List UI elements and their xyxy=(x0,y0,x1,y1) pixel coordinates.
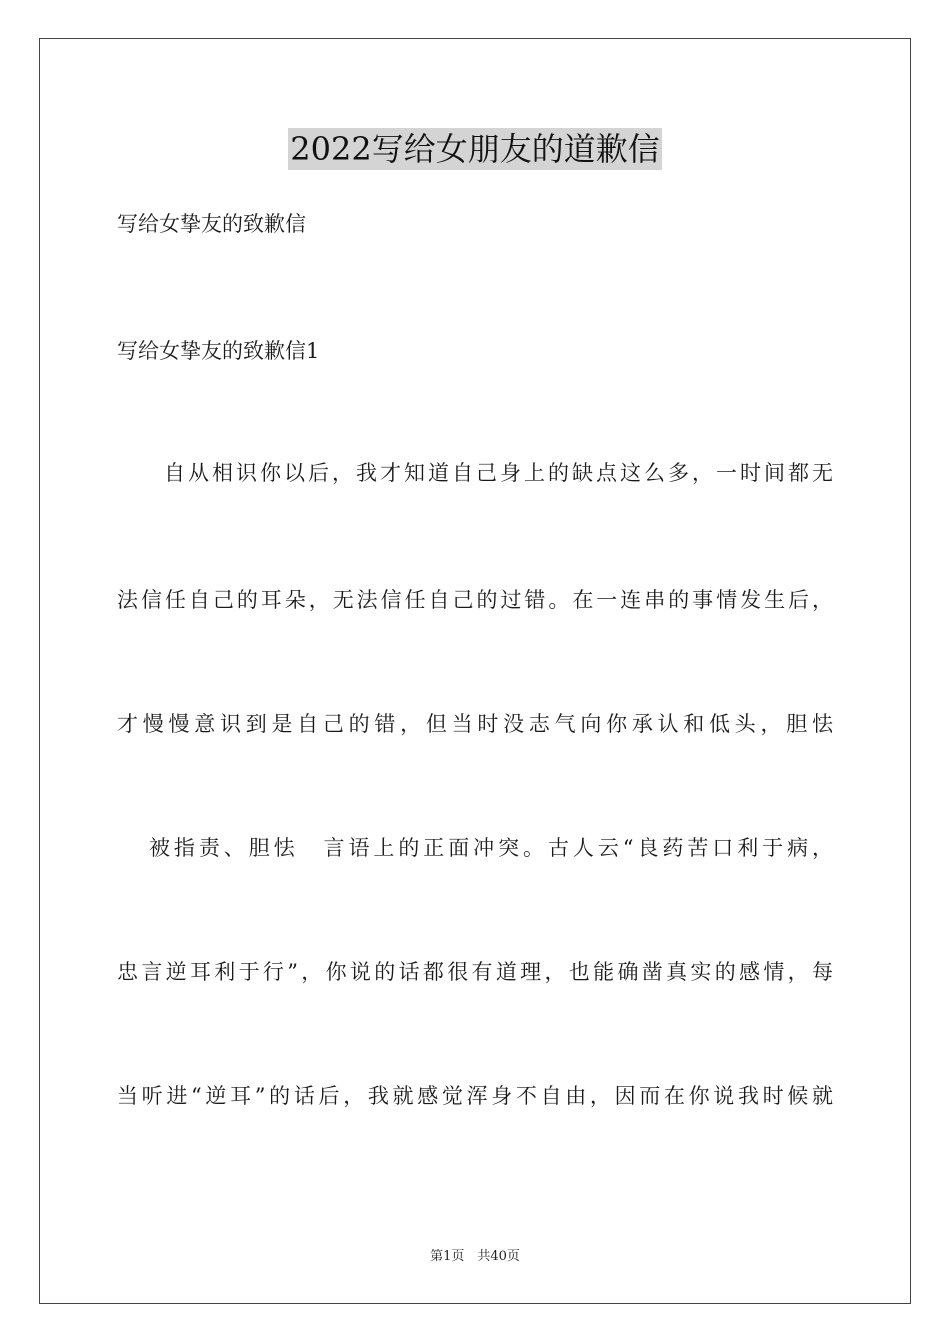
section-heading: 写给女挚友的致歉信1 xyxy=(117,339,320,363)
document-subtitle: 写给女挚友的致歉信 xyxy=(117,212,306,236)
paragraph-line: 被指责、胆怯 言语上的正面冲突。古人云“良药苦口利于病， xyxy=(149,836,833,860)
paragraph-line: 当听进“逆耳”的话后，我就感觉浑身不自由，因而在你说我时候就 xyxy=(117,1084,833,1108)
paragraph-line: 法信任自己的耳朵，无法信任自己的过错。在一连串的事情发生后， xyxy=(117,588,833,612)
paragraph-line: 才慢慢意识到是自己的错，但当时没志气向你承认和低头，胆怯 xyxy=(117,712,833,736)
title-container xyxy=(0,128,950,170)
paragraph-line: 自从相识你以后，我才知道自己身上的缺点这么多，一时间都无 xyxy=(164,461,833,485)
page-footer: 第1页 共40页 xyxy=(430,1249,520,1264)
paragraph-line: 忠言逆耳利于行”，你说的话都很有道理，也能确凿真实的感情，每 xyxy=(117,960,833,984)
document-title: 2022写给女朋友的道歉信 xyxy=(290,130,660,168)
